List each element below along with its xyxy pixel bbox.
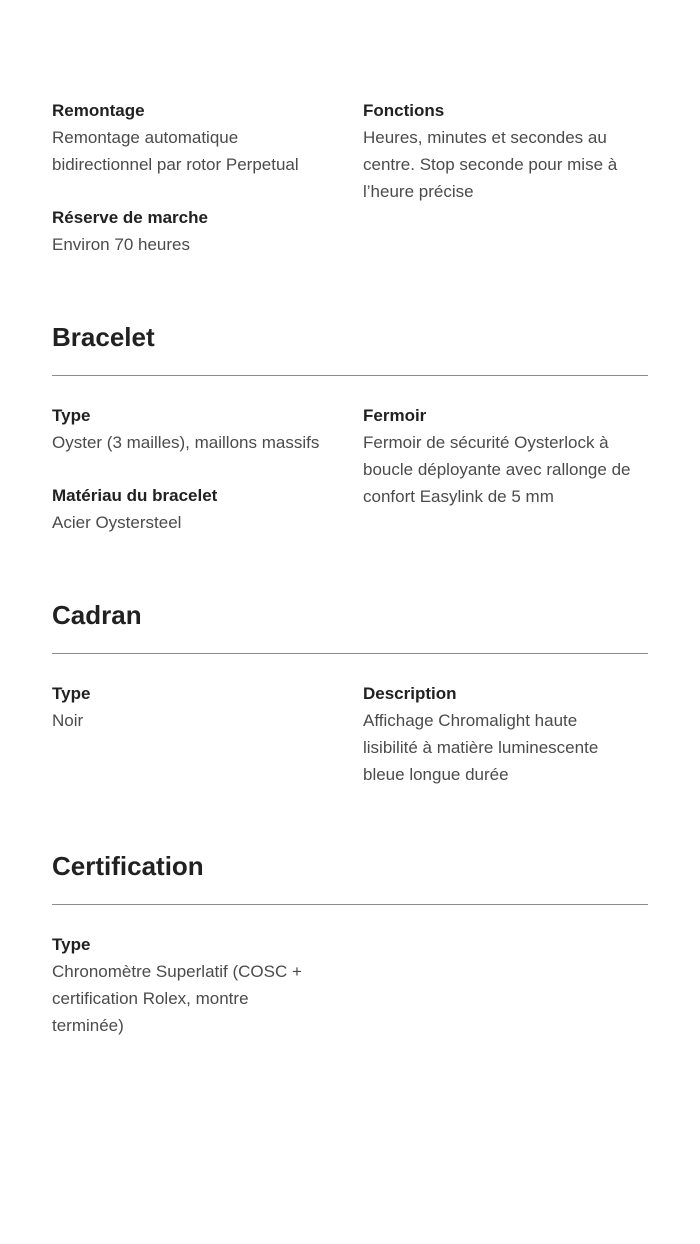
spec-label: Type (52, 935, 91, 954)
section-title-certification: Certification (52, 851, 204, 881)
spec-value: Affichage Chromalight haute lisibilité à matière luminescente bleue longue durée (363, 711, 599, 784)
spec-value: Heures, minutes et secondes au centre. Stop seconde pour mise à l’heure précise (363, 128, 618, 201)
certification-left-column (52, 931, 363, 1039)
bracelet-specs (52, 402, 648, 536)
spec-value: Chronomètre Superlatif (COSC + certification Rolex, montre terminée) (52, 962, 302, 1035)
section-title-bracelet: Bracelet (52, 322, 155, 352)
spec-value: Oyster (3 mailles), maillons massifs (52, 433, 320, 452)
movement-right-column (363, 97, 648, 258)
spec-label: Type (52, 684, 91, 703)
section-divider (52, 904, 648, 905)
spec-certification-type (52, 931, 363, 1039)
spec-label: Type (52, 406, 91, 425)
bracelet-right-column (363, 402, 648, 536)
certification-specs (52, 931, 648, 1039)
spec-functions (363, 97, 648, 205)
spec-label: Matériau du bracelet (52, 486, 218, 505)
spec-label: Fermoir (363, 406, 427, 425)
spec-bracelet-type (52, 402, 363, 456)
movement-left-column (52, 97, 363, 258)
spec-label: Description (363, 684, 457, 703)
spec-power-reserve (52, 204, 363, 258)
spec-label: Fonctions (363, 101, 445, 120)
spec-dial-type (52, 680, 363, 734)
cadran-right-column (363, 680, 648, 788)
spec-value: Remontage automatique bidirectionnel par rotor Perpetual (52, 128, 299, 174)
spec-value: Noir (52, 711, 84, 730)
cadran-left-column (52, 680, 363, 788)
section-divider (52, 653, 648, 654)
spec-value: Environ 70 heures (52, 235, 190, 254)
spec-label: Remontage (52, 101, 145, 120)
spec-value: Fermoir de sécurité Oysterlock à boucle déployante avec rallonge de confort Easylink de 5 mm (363, 433, 631, 506)
certification-right-column (363, 931, 648, 1039)
spec-bracelet-material (52, 482, 363, 536)
spec-winding (52, 97, 363, 178)
spec-dial-description (363, 680, 648, 788)
section-divider (52, 375, 648, 376)
spec-label: Réserve de marche (52, 208, 208, 227)
bracelet-left-column (52, 402, 363, 536)
spec-value: Acier Oystersteel (52, 513, 182, 532)
section-title-cadran: Cadran (52, 600, 142, 630)
spec-clasp (363, 402, 648, 510)
movement-specs (52, 97, 648, 258)
cadran-specs (52, 680, 648, 788)
